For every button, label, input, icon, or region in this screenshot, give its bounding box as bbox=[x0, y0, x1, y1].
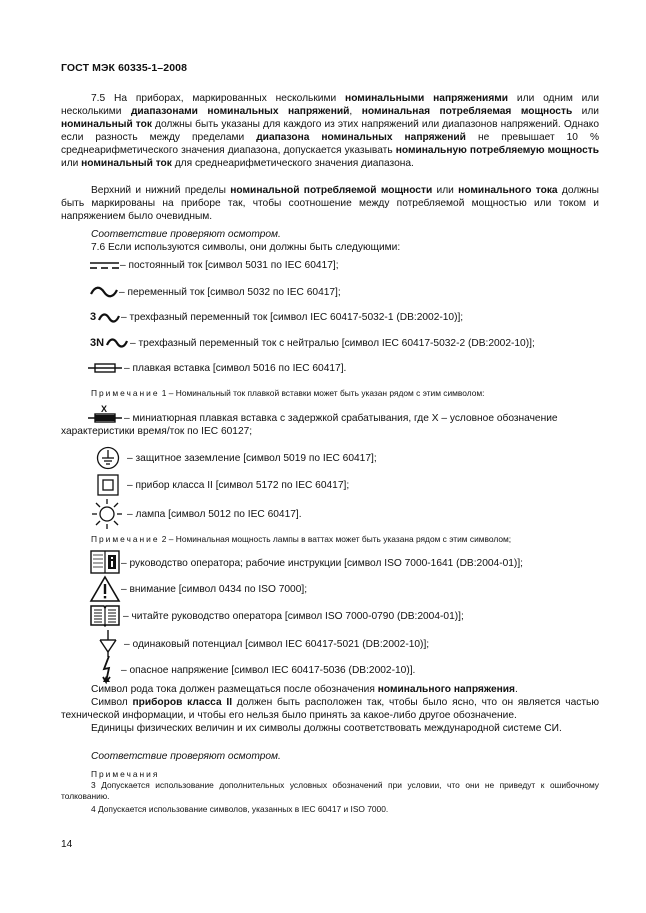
symbol-three-phase-neutral-text: – трехфазный переменный ток с нейтралью [символ IEC 60417-5032-2 (DB:2002-10)]; bbox=[130, 338, 535, 349]
three-phase-neutral-label: 3N bbox=[90, 337, 105, 349]
time-delay-fuse-label: X bbox=[101, 404, 108, 414]
note-4: 4 Допускается использование символов, указанных в IEC 60417 и ISO 7000. bbox=[91, 804, 389, 814]
symbol-lamp-text: – лампа [символ 5012 по IEC 60417]. bbox=[127, 509, 302, 520]
text-run: Символ рода тока должен размещаться после обозначения bbox=[91, 684, 378, 695]
symbol-read-manual-text: – читайте руководство оператора [символ ISO 7000-0790 (DB:2004-01)]; bbox=[123, 611, 464, 622]
three-phase-ac-icon bbox=[98, 312, 120, 324]
page-number: 14 bbox=[61, 839, 73, 850]
document-header: ГОСТ МЭК 60335-1–2008 bbox=[61, 62, 188, 74]
note-1 bbox=[91, 388, 484, 399]
text-run: , bbox=[349, 106, 362, 118]
text-run: 7.5 На приборах, маркированных несколькими bbox=[91, 93, 346, 104]
clause-7-5-limits-paragraph bbox=[61, 184, 599, 223]
text-run: или bbox=[432, 185, 459, 196]
text-run: или одним или несколькими bbox=[61, 93, 600, 118]
symbol-earth-text: – защитное заземление [символ 5019 по IEC 60417]; bbox=[127, 453, 377, 464]
compliance-text: Соответствие проверяют осмотром. bbox=[91, 229, 281, 240]
term-rated-power-input: номинальная потребляемая мощность bbox=[361, 106, 573, 118]
symbol-time-delay-fuse-text-cont: характеристики время/ток по IEC 60127; bbox=[61, 426, 253, 437]
note-3: 3 Допускается использование дополнительных условных обозначений при условии, что они не приведут к ошибочному толкованию. bbox=[61, 780, 599, 801]
term-rated-voltages: номинальными напряжениями bbox=[345, 93, 509, 104]
symbol-class-ii-text: – прибор класса II [символ 5172 по IEC 60417]; bbox=[127, 480, 350, 491]
term-rated-current: номинальный ток bbox=[61, 119, 152, 131]
three-phase-label: 3 bbox=[90, 311, 97, 323]
text-run: или bbox=[61, 158, 82, 170]
symbol-operator-manual-text: – руководство оператора; рабочие инструкции [символ ISO 7000-1641 (DB:2004-01)]; bbox=[121, 558, 523, 569]
symbol-caution-text: – внимание [символ 0434 по ISO 7000]; bbox=[121, 584, 308, 595]
operator-manual-icon bbox=[90, 550, 120, 574]
note-label: Примечание bbox=[91, 388, 160, 398]
hazardous-voltage-icon bbox=[100, 656, 116, 684]
compliance-statement-1 bbox=[91, 228, 281, 241]
term-class-ii-appliances: приборов класса II bbox=[132, 697, 233, 708]
text-run: или bbox=[572, 106, 599, 118]
term-rated-current-2: номинальный ток bbox=[81, 158, 172, 170]
term-rated-current-3: номинального тока bbox=[458, 185, 558, 196]
read-manual-book-icon bbox=[89, 603, 121, 627]
note-2 bbox=[91, 534, 511, 545]
symbol-time-delay-fuse-text: – миниатюрная плавкая вставка с задержкой срабатывания, где X – условное обозначение bbox=[124, 413, 558, 424]
symbol-equipotential-text: – одинаковый потенциал [символ IEC 60417-5021 (DB:2002-10)]; bbox=[124, 639, 430, 650]
term-rated-voltage: номинального напряжения bbox=[377, 684, 515, 695]
note-text: 2 – Номинальная мощность лампы в ваттах может быть указана рядом с этим символом; bbox=[159, 534, 512, 544]
text-run: должен быть расположен так, чтобы было ясно, что он является частью технической информации, и чтобы его нельзя было принять за какое-либо другое обозначение. bbox=[61, 697, 599, 722]
fuse-icon bbox=[88, 362, 122, 374]
symbol-hazardous-voltage-text: – опасное напряжение [символ IEC 60417-5036 (DB:2002-10)]. bbox=[121, 665, 416, 676]
compliance-statement-2 bbox=[91, 750, 281, 763]
text-run: не превышает 10 % среднеарифметического значения диапазона, допускается указывать bbox=[61, 132, 600, 157]
term-rated-power-input-3: номинальной потребляемой мощности bbox=[230, 185, 433, 196]
term-rated-voltage-range: диапазона номинальных напряжений bbox=[256, 132, 466, 144]
protective-earth-icon bbox=[96, 446, 120, 470]
text-run: Верхний и нижний пределы bbox=[91, 185, 231, 196]
symbol-dc-text: – постоянный ток [символ 5031 по IEC 60417]; bbox=[120, 260, 339, 271]
clause-7-6-intro: 7.6 Если используются символы, они должны быть следующими: bbox=[91, 242, 401, 253]
text-run: для среднеарифметического значения диапазона. bbox=[171, 158, 414, 170]
term-rated-voltage-ranges: диапазонами номинальных напряжений bbox=[130, 106, 350, 118]
class-ii-icon bbox=[97, 474, 119, 496]
time-delay-fuse-icon bbox=[88, 412, 122, 424]
alternating-current-icon bbox=[90, 286, 118, 298]
text-run: . bbox=[514, 684, 518, 695]
text-run: должны быть указаны для каждого из этих напряжений или диапазонов напряжений. Однако если разность между пределами bbox=[61, 119, 599, 144]
symbol-fuse-text: – плавкая вставка [символ 5016 по IEC 60417]. bbox=[124, 363, 347, 374]
text-run: Символ bbox=[91, 697, 133, 708]
note-label: Примечание bbox=[91, 534, 160, 544]
class-ii-symbol-paragraph bbox=[61, 696, 599, 722]
symbol-three-phase-text: – трехфазный переменный ток [символ IEC 60417-5032-1 (DB:2002-10)]; bbox=[121, 312, 464, 323]
lamp-icon bbox=[92, 499, 122, 529]
equipotentiality-icon bbox=[96, 630, 120, 658]
text-run: должны быть маркированы на приборе так, чтобы соотношение между потребляемой мощностью или током и напряжением было очевидным. bbox=[61, 185, 599, 223]
direct-current-icon bbox=[90, 261, 120, 271]
compliance-text: Соответствие проверяют осмотром. bbox=[91, 751, 281, 762]
si-units-paragraph: Единицы физических величин и их символы должны соответствовать международной системе СИ. bbox=[91, 723, 562, 734]
caution-icon bbox=[90, 576, 120, 602]
notes-heading bbox=[91, 769, 159, 780]
notes-label: Примечания bbox=[91, 769, 160, 779]
current-type-symbol-paragraph bbox=[61, 683, 599, 696]
note-text: 1 – Номинальный ток плавкой вставки может быть указан рядом с этим символом: bbox=[159, 388, 485, 398]
clause-7-5-paragraph bbox=[61, 92, 599, 171]
three-phase-neutral-ac-icon bbox=[106, 337, 128, 349]
term-rated-power-input-2: номинальную потребляемую мощность bbox=[395, 145, 599, 157]
symbol-ac-text: – переменный ток [символ 5032 по IEC 60417]; bbox=[119, 287, 341, 298]
